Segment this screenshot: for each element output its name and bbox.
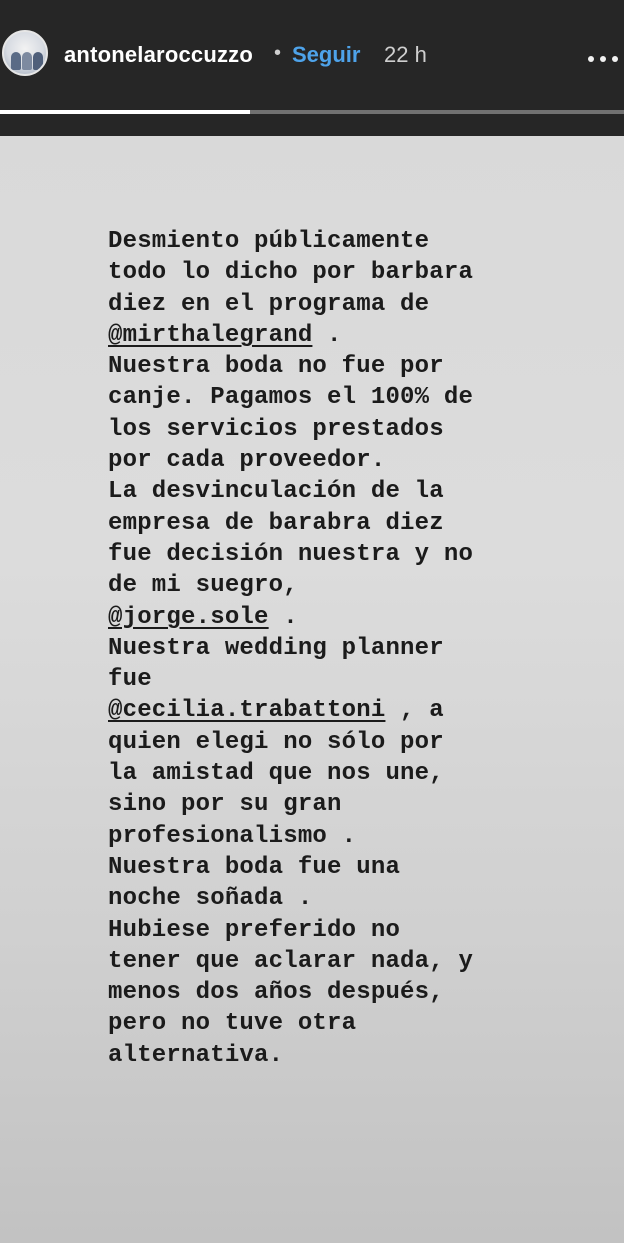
story-text-line (108, 821, 568, 852)
story-text-line (108, 1008, 568, 1039)
story-text-line (108, 539, 568, 570)
story-text-line (108, 727, 568, 758)
story-text-line (108, 852, 568, 883)
mention-link[interactable]: @cecilia.trabattoni (108, 697, 386, 725)
story-text-segment: por cada proveedor. (108, 447, 386, 475)
story-text-segment: noche soñada . (108, 885, 313, 913)
story-text-segment: , a (385, 697, 444, 725)
story-text-segment: diez en el programa de (108, 290, 430, 318)
story-text-line (108, 351, 568, 382)
story-text-segment: pero no tuve otra (108, 1010, 357, 1038)
story-text-segment: Nuestra boda fue una (108, 853, 401, 881)
story-text-line (108, 476, 568, 507)
story-text-line (108, 758, 568, 789)
story-text-segment: empresa de barabra diez (108, 509, 444, 537)
story-text-segment: canje. Pagamos el 100% de (108, 384, 474, 412)
mention-link[interactable]: @mirthalegrand (108, 321, 313, 349)
username[interactable]: antonelaroccuzzo (64, 42, 254, 67)
story-text-segment: profesionalismo . (108, 822, 357, 850)
story-text-segment: Desmiento públicamente (108, 228, 430, 255)
story-text-line (108, 445, 568, 476)
story-text-line (108, 633, 568, 664)
story-progress-fill (0, 110, 250, 114)
story-text-line (108, 320, 568, 351)
story-text-line (108, 695, 568, 726)
story-text-line (108, 382, 568, 413)
story-text-line (108, 946, 568, 977)
story-text-segment: . (268, 603, 298, 631)
story-user-row (0, 28, 624, 86)
story-text-segment: fue (108, 666, 152, 694)
story-text-line (108, 414, 568, 445)
story-text-segment: los servicios prestados (108, 415, 444, 443)
story-header (0, 0, 624, 136)
story-text-segment: . (312, 321, 342, 349)
story-text-segment: Nuestra wedding planner (108, 634, 444, 662)
story-text-line (108, 508, 568, 539)
story-text-segment: La desvinculación de la (108, 478, 444, 506)
story-text-segment: fue decisión nuestra y no (108, 540, 474, 568)
story-text-line (108, 570, 568, 601)
avatar-figure-1 (11, 52, 21, 70)
story-text-line (108, 226, 568, 257)
avatar[interactable] (2, 30, 48, 76)
story-text-line (108, 789, 568, 820)
story-text-segment: todo lo dicho por barbara (108, 259, 474, 287)
avatar-figure-3 (33, 52, 43, 70)
story-text-line (108, 289, 568, 320)
story-text-segment: la amistad que nos une, (108, 760, 444, 788)
story-text-line (108, 915, 568, 946)
story-text-segment: alternativa. (108, 1041, 284, 1069)
story-text-segment: menos dos años después, (108, 979, 444, 1007)
story-text-segment: quien elegi no sólo por (108, 728, 444, 756)
story-timestamp: 22 h (384, 42, 427, 67)
story-text-segment: tener que aclarar nada, y (108, 947, 474, 975)
story-text-line (108, 664, 568, 695)
story-text-line (108, 883, 568, 914)
story-text-segment: de mi suegro, (108, 572, 298, 600)
more-horizontal-icon[interactable] (586, 44, 620, 72)
follow-button[interactable]: Seguir (292, 42, 361, 67)
more-dot (600, 56, 606, 62)
story-text-segment: Nuestra boda no fue por (108, 353, 444, 381)
story-text-line (108, 257, 568, 288)
story-text-line (108, 1040, 568, 1071)
more-dot (588, 56, 594, 62)
mention-link[interactable]: @jorge.sole (108, 603, 269, 631)
story-text-line (108, 602, 568, 633)
separator-dot: • (274, 42, 282, 64)
story-text (108, 226, 568, 1071)
story-text-line (108, 977, 568, 1008)
story-text-segment: Hubiese preferido no (108, 916, 401, 944)
avatar-figure-2 (22, 52, 32, 70)
story-text-segment: sino por su gran (108, 791, 342, 819)
more-dot (612, 56, 618, 62)
